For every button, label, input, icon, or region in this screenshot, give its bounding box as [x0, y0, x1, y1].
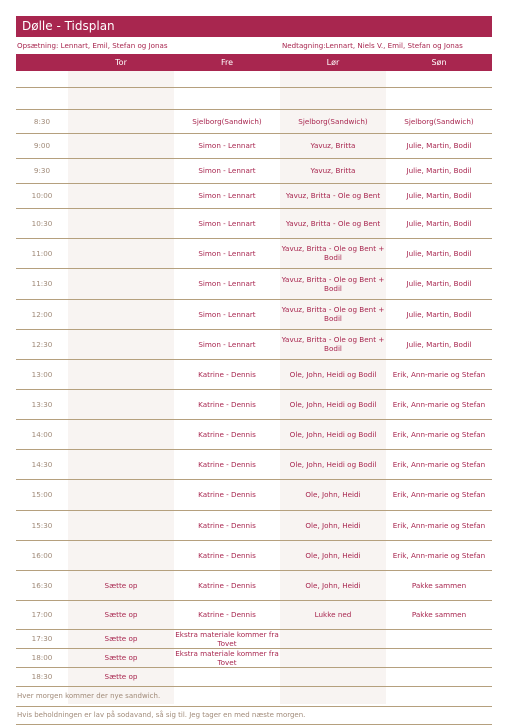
time-cell: 9:00: [33, 141, 51, 150]
schedule-cell-tor: [68, 158, 174, 183]
schedule-cell-lor: Ole, John, Heidi og Bodil: [289, 429, 377, 439]
schedule-cell-tor: [68, 419, 174, 449]
schedule-cell-fre: Ekstra materiale kommer fra Tovet: [175, 648, 279, 667]
schedule-cell-lor: Ole, John, Heidi: [305, 490, 361, 499]
schedule-cell-tor: [68, 389, 174, 419]
schedule-table: [16, 71, 492, 719]
day-header-lor: Lør: [326, 58, 340, 67]
schedule-cell-fre: Katrine - Dennis: [198, 520, 256, 530]
schedule-cell-tor: [68, 183, 174, 208]
time-cell: 15:00: [31, 490, 53, 499]
schedule-cell-lor: Lukke ned: [314, 610, 352, 619]
schedule-cell-son: Erik, Ann-marie og Stefan: [392, 429, 486, 439]
schedule-cell-son: Julie, Martin, Bodil: [406, 191, 472, 200]
schedule-cell-lor: Ole, John, Heidi: [305, 520, 361, 530]
schedule-cell-tor: Sætte op: [104, 610, 138, 619]
schedule-cell-tor: [68, 208, 174, 238]
schedule-cell-tor: [68, 449, 174, 479]
schedule-cell-fre: Simon - Lennart: [198, 218, 256, 228]
time-cell: 17:30: [31, 634, 53, 643]
schedule-cell-son: Erik, Ann-marie og Stefan: [392, 459, 486, 469]
schedule-cell-fre: Simon - Lennart: [198, 309, 256, 319]
time-cell: 10:30: [31, 218, 53, 228]
schedule-cell-fre: [174, 667, 280, 686]
schedule-cell-son: Julie, Martin, Bodil: [406, 309, 472, 319]
schedule-cell-son: [386, 629, 492, 648]
time-cell: 11:30: [31, 279, 53, 288]
schedule-cell-son: Erik, Ann-marie og Stefan: [392, 490, 486, 499]
schedule-cell-lor: Sjelborg(Sandwich): [298, 116, 368, 126]
time-cell: 16:30: [31, 580, 53, 590]
schedule-cell-fre: Simon - Lennart: [198, 191, 256, 200]
schedule-cell-son: Pakke sammen: [411, 580, 467, 590]
row-divider: [16, 87, 492, 88]
schedule-cell-tor: [68, 510, 174, 540]
schedule-cell-tor: [68, 359, 174, 389]
footer-note: Hvis beholdningen er lav på sodavand, så sig til. Jeg tager en med næste morgen.: [17, 711, 306, 719]
schedule-cell-fre: Simon - Lennart: [198, 339, 256, 349]
schedule-cell-fre: Sjelborg(Sandwich): [192, 116, 262, 126]
schedule-cell-son: Erik, Ann-marie og Stefan: [392, 399, 486, 409]
schedule-cell-tor: Sætte op: [104, 653, 138, 662]
day-header-tor: Tor: [115, 58, 127, 67]
schedule-cell-tor: [68, 329, 174, 359]
schedule-cell-tor: Sætte op: [104, 580, 138, 590]
time-cell: 18:00: [31, 653, 53, 662]
schedule-cell-fre: Katrine - Dennis: [198, 490, 256, 499]
schedule-cell-son: Julie, Martin, Bodil: [406, 218, 472, 228]
schedule-cell-tor: Sætte op: [104, 672, 138, 681]
schedule-cell-tor: [68, 109, 174, 133]
time-cell: 12:30: [31, 339, 53, 349]
schedule-cell-fre: Katrine - Dennis: [198, 399, 256, 409]
time-cell: 16:00: [31, 550, 53, 560]
schedule-cell-son: Sjelborg(Sandwich): [404, 116, 474, 126]
schedule-cell-son: Julie, Martin, Bodil: [406, 141, 472, 150]
schedule-cell-lor: Ole, John, Heidi: [305, 550, 361, 560]
schedule-cell-lor: Ole, John, Heidi og Bodil: [289, 459, 377, 469]
schedule-cell-fre: Katrine - Dennis: [198, 550, 256, 560]
schedule-cell-tor: [68, 479, 174, 510]
schedule-cell-fre: Simon - Lennart: [198, 279, 256, 288]
schedule-cell-son: [386, 667, 492, 686]
schedule-cell-fre: Katrine - Dennis: [198, 459, 256, 469]
time-cell: 14:00: [31, 429, 53, 439]
schedule-cell-lor: [280, 667, 386, 686]
schedule-cell-tor: [68, 540, 174, 570]
schedule-cell-lor: Ole, John, Heidi: [305, 580, 361, 590]
schedule-cell-lor: Ole, John, Heidi og Bodil: [289, 369, 377, 379]
schedule-cell-lor: Yavuz, Britta: [310, 166, 356, 175]
schedule-cell-tor: [68, 268, 174, 299]
schedule-cell-lor: Yavuz, Britta - Ole og Bent + Bodil: [281, 335, 385, 353]
schedule-cell-lor: Yavuz, Britta - Ole og Bent: [285, 218, 381, 228]
schedule-cell-son: Julie, Martin, Bodil: [406, 339, 472, 349]
schedule-cell-fre: Katrine - Dennis: [198, 610, 256, 619]
schedule-cell-fre: Simon - Lennart: [198, 248, 256, 258]
schedule-cell-fre: Ekstra materiale kommer fra Tovet: [175, 629, 279, 648]
time-cell: 13:30: [31, 399, 53, 409]
time-cell: 11:00: [31, 248, 53, 258]
schedule-cell-fre: Katrine - Dennis: [198, 429, 256, 439]
schedule-cell-lor: [280, 648, 386, 667]
time-cell: 12:00: [31, 309, 53, 319]
schedule-cell-lor: [280, 629, 386, 648]
day-header-son: Søn: [431, 58, 447, 67]
time-cell: 13:00: [31, 369, 53, 379]
schedule-cell-son: Erik, Ann-marie og Stefan: [392, 369, 486, 379]
schedule-cell-son: Julie, Martin, Bodil: [406, 279, 472, 288]
schedule-cell-son: Erik, Ann-marie og Stefan: [392, 520, 486, 530]
footer-note: Hver morgen kommer der nye sandwich.: [17, 692, 161, 700]
schedule-cell-tor: [68, 299, 174, 329]
schedule-cell-son: Julie, Martin, Bodil: [406, 248, 472, 258]
time-cell: 8:30: [33, 116, 51, 126]
schedule-cell-fre: Katrine - Dennis: [198, 369, 256, 379]
day-header-fre: Fre: [220, 58, 234, 67]
schedule-cell-lor: Ole, John, Heidi og Bodil: [289, 399, 377, 409]
schedule-cell-lor: Yavuz, Britta - Ole og Bent + Bodil: [281, 274, 385, 293]
crew-row: [16, 38, 492, 54]
schedule-cell-son: Pakke sammen: [411, 610, 467, 619]
schedule-cell-tor: [68, 133, 174, 158]
setup-crew: Opsætning: Lennart, Emil, Stefan og Jonas: [17, 41, 168, 50]
time-cell: 17:00: [31, 610, 53, 619]
schedule-cell-lor: Yavuz, Britta - Ole og Bent + Bodil: [281, 244, 385, 262]
schedule-cell-tor: Sætte op: [104, 634, 138, 643]
page-title: Dølle - Tidsplan: [16, 16, 492, 37]
schedule-cell-fre: Simon - Lennart: [198, 141, 256, 150]
schedule-cell-lor: Yavuz, Britta - Ole og Bent + Bodil: [281, 305, 385, 323]
teardown-crew: Nedtagning:Lennart, Niels V., Emil, Stefan og Jonas: [282, 41, 463, 50]
schedule-cell-fre: Simon - Lennart: [198, 166, 256, 175]
schedule-cell-lor: Yavuz, Britta: [310, 141, 356, 150]
schedule-cell-fre: Katrine - Dennis: [198, 580, 256, 590]
time-cell: 15:30: [31, 520, 53, 530]
time-cell: 9:30: [33, 166, 51, 175]
day-header-row: [16, 54, 492, 71]
schedule-cell-son: [386, 648, 492, 667]
schedule-cell-son: Erik, Ann-marie og Stefan: [392, 550, 486, 560]
time-cell: 10:00: [31, 191, 53, 200]
schedule-cell-son: Julie, Martin, Bodil: [406, 166, 472, 175]
schedule-cell-tor: [68, 238, 174, 268]
time-cell: 14:30: [31, 459, 53, 469]
schedule-cell-lor: Yavuz, Britta - Ole og Bent: [285, 191, 381, 200]
time-cell: 18:30: [31, 672, 53, 681]
